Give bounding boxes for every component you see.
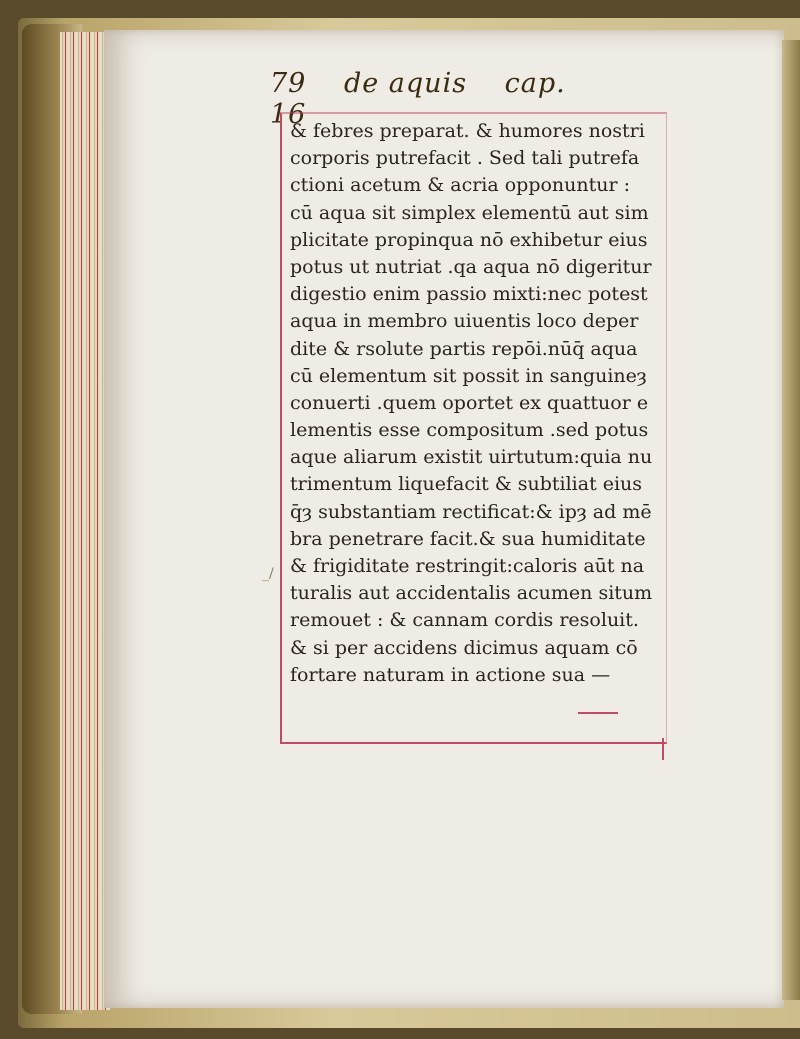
text-line: cū elementum sit possit in sanguineȝ xyxy=(290,364,647,387)
page-edges xyxy=(60,32,110,1010)
text-line: & frigiditate restringit:caloris aūt na xyxy=(290,555,645,577)
text-line: & si per accidens dicimus aquam cō xyxy=(290,636,638,659)
text-line: lementis esse compositum .sed potus xyxy=(290,419,649,442)
chapter-label: cap. 16 xyxy=(270,68,566,130)
text-line: cū aqua sit simplex elementū aut sim xyxy=(290,201,649,224)
folio-number: 79 xyxy=(270,68,307,99)
text-line: remouet : & cannam cordis resoluit. xyxy=(290,609,639,632)
text-line: corporis putrefacit . Sed tali putrefa xyxy=(290,147,640,170)
frame-rule-tail xyxy=(662,738,664,760)
running-head xyxy=(270,68,610,130)
text-line: & febres preparat. & humores nostri xyxy=(290,120,645,142)
text-line: fortare naturam in actione sua — xyxy=(290,663,611,686)
running-title: de aquis xyxy=(343,68,468,99)
text-line: aqua in membro uiuentis loco deper xyxy=(290,310,639,333)
margin-mark: _/ xyxy=(262,566,274,582)
body-text xyxy=(290,118,670,689)
text-line: trimentum liquefacit & subtiliat eius xyxy=(290,473,643,496)
text-line: plicitate propinqua nō exhibetur eius xyxy=(290,228,648,251)
text-line: q̄ȝ substantiam rectificat:& ipȝ ad mē xyxy=(290,500,652,523)
text-line: bra penetrare facit.& sua humiditate xyxy=(290,527,646,550)
closing-dash xyxy=(578,712,618,714)
text-line: digestio enim passio mixti:nec potest xyxy=(290,283,648,306)
text-line: ctioni acetum & acria opponuntur : xyxy=(290,174,631,197)
text-line: aque aliarum existit uirtutum:quia nu xyxy=(290,446,653,469)
text-line: potus ut nutriat .qa aqua nō digeritur xyxy=(290,255,652,278)
right-cover-edge xyxy=(782,40,800,1000)
text-line: turalis aut accidentalis acumen situm xyxy=(290,582,653,605)
text-line: dite & rsolute partis repōi.nūq̄ aqua xyxy=(290,337,638,360)
text-line: conuerti .quem oportet ex quattuor e xyxy=(290,391,649,414)
